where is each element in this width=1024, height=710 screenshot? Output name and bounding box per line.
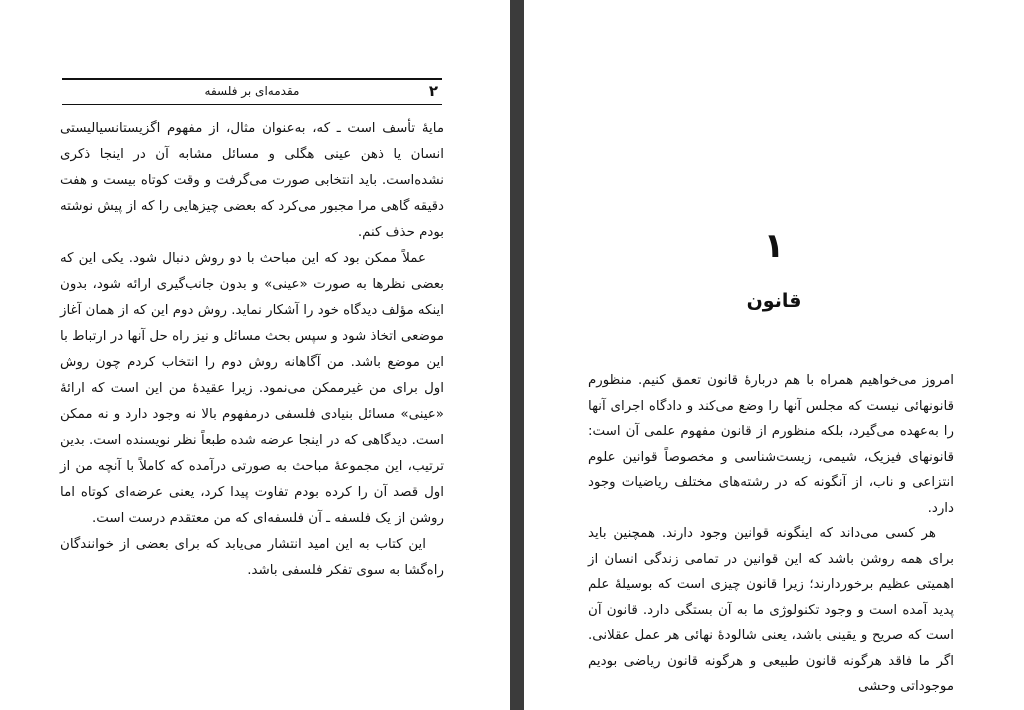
- paragraph: این کتاب به این امید انتشار می‌یابد که برای بعضی از خوانندگان راه‌گشا به سوی تفکر فلسفی باشد.: [60, 537, 444, 578]
- chapter-title: قانون: [746, 290, 802, 312]
- right-page: [524, 0, 1024, 710]
- chapter-number: ۱: [763, 226, 785, 266]
- paragraph: عملاً ممکن بود که این مباحث با دو روش دنبال شود. یکی این که بعضی نظرها به صورت «عینی» و بدون جانب‌گیری ارائه شود، بدون اینکه مؤلف دیدگاه خود را آشکار نماید. روش دوم این که از همان آغاز موضعی اتخاذ شود و سپس بحث مسائل و نیز راه حل آنها در ارتباط با این موضع باشد. من آگاهانه روش دوم را انتخاب کردم چون روش اول برای من غیرممکن می‌نمود. زیرا عقیدهٔ من این است که ارائهٔ «عینی» مسائل بنیادی فلسفی درمفهوم بالا نه وجود دارد و نه ممکن است. دیدگاهی که در اینجا عرضه شده طبعاً نظر نویسنده است. بدین ترتیب، این مجموعهٔ مباحث به صورتی درآمده که کاملاً با آنچه من از اول قصد آن را کرده بودم تفاوت پیدا کرد، یعنی عرضه‌ای کوتاه اما روشن از یک فلسفه ـ آن فلسفه‌ای که من معتقدم درست است.: [60, 251, 444, 526]
- left-page-body: [60, 116, 444, 584]
- running-header: [62, 78, 442, 105]
- left-page: [0, 0, 510, 710]
- right-page-body: [588, 368, 954, 700]
- page-number: ۲: [428, 82, 438, 100]
- paragraph: مایهٔ تأسف است ـ که، به‌عنوان مثال، از مفهوم اگزیستانسیالیستی انسان یا ذهن عینی هگلی و مسائل مشابه آن در اینجا ذکری نشده‌است. باید انتخابی صورت می‌گرفت و وقت کوتاه بیست و هفت دقیقه گاهی مرا مجبور می‌کرد که بعضی چیزهایی را که از پیش نوشته بودم حذف کنم.: [60, 121, 444, 240]
- book-gutter: [510, 0, 524, 710]
- paragraph: امروز می‌خواهیم همراه با هم دربارهٔ قانون تعمق کنیم. منظورم قانونهائی نیست که مجلس آنها را وضع می‌کند و دادگاه اجرای آنها را به‌عهده می‌گیرد، بلکه منظورم از قانون مفهوم علمی آن است: قانونهای فیزیک، شیمی، زیست‌شناسی و مخصوصاً قوانین علوم انتزاعی و ناب، از آنگونه که در رشته‌های مختلف ریاضیات وجود دارد.: [588, 373, 954, 516]
- paragraph: هر کسی می‌داند که اینگونه قوانین وجود دارند. همچنین باید برای همه روشن باشد که این قوانین در تمامی زندگی انسان از اهمیتی عظیم برخوردارند؛ زیرا قانون چیزی است که بوسیلهٔ علم پدید آمده است و وجود تکنولوژی ما به آن بستگی دارد. قانون آن است که صریح و یقینی باشد، یعنی شالودهٔ نهائی هر عمل عقلانی. اگر ما فاقد هرگونه قانون طبیعی و هرگونه قانون ریاضی بودیم موجوداتی وحشی: [588, 526, 954, 694]
- running-header-title: مقدمه‌ای بر فلسفه: [204, 84, 300, 98]
